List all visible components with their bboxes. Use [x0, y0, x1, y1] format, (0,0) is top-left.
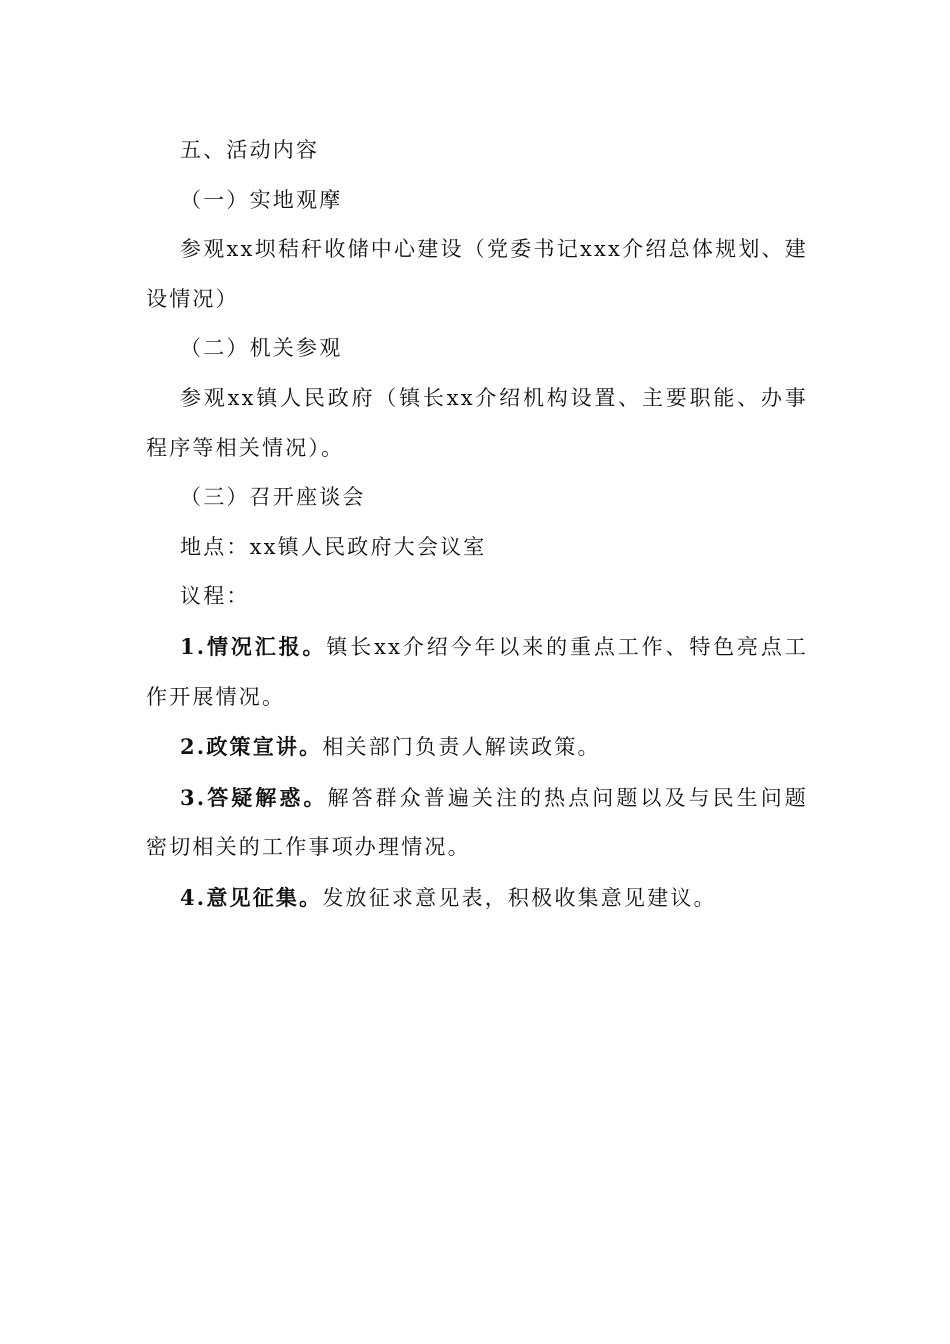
agenda-item-3-title: 3.答疑解惑。	[180, 784, 328, 810]
meeting-location: 地点：xx镇人民政府大会议室	[180, 534, 487, 559]
agenda-item-4	[146, 873, 808, 924]
agenda-item-3-text: 解答群众普遍关注的热点问题以及与民生问题密切相关的工作事项办理情况。	[146, 785, 809, 860]
agenda-item-2-title: 2.政策宣讲。	[180, 734, 323, 760]
sub2-body: 参观xx镇人民政府（镇长xx介绍机构设置、主要职能、办事程序等相关情况）。	[146, 385, 808, 460]
agenda-item-1	[146, 622, 808, 722]
section-heading: 五、活动内容	[180, 138, 320, 162]
agenda-item-3	[146, 773, 808, 873]
agenda-item-2	[146, 722, 808, 773]
sub3-heading: （三）召开座谈会	[180, 485, 366, 510]
agenda-item-4-title: 4.意见征集。	[180, 884, 323, 910]
agenda-label: 议程：	[180, 584, 250, 609]
agenda-item-1-title: 1.情况汇报。	[180, 633, 327, 659]
document-page	[146, 126, 808, 924]
agenda-item-4-text: 发放征求意见表，积极收集意见建议。	[322, 885, 717, 910]
sub1-heading: （一）实地观摩	[180, 187, 343, 212]
sub1-body: 参观xx坝秸秆收储中心建设（党委书记xxx介绍总体规划、建设情况）	[146, 237, 808, 311]
sub2-heading: （二）机关参观	[180, 336, 343, 361]
agenda-item-1-text: 镇长xx介绍今年以来的重点工作、特色亮点工作开展情况。	[146, 634, 808, 709]
agenda-item-2-text: 相关部门负责人解读政策。	[322, 735, 601, 760]
